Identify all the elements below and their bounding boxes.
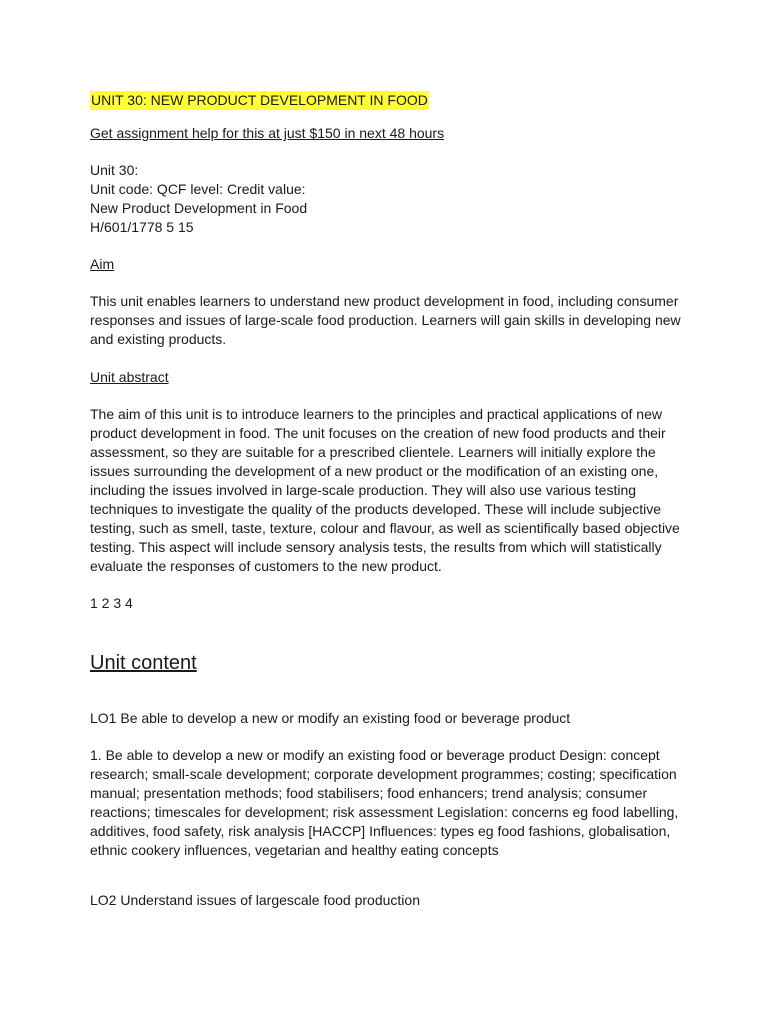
lo1-paragraph: 1. Be able to develop a new or modify an existing food or beverage product Design: concept research; small-scale development; corporate development programmes; costing; specification manual; presentation methods; food stabilisers; food enhancers; trend analysis; consumer reactions; timescales for development; risk assessment Legislation: concerns eg food labelling, additives, food safety, risk analysis [HACCP] Influences: types eg food fashions, globalisation, ethnic cookery influences, vegetarian and healthy eating concepts	[90, 747, 679, 858]
unit-code-values: H/601/1778 5 15	[90, 219, 194, 235]
assignment-help-link[interactable]: Get assignment help for this at just $150 in next 48 hours	[90, 125, 445, 141]
aim-heading: Aim	[90, 256, 115, 272]
document-title: UNIT 30: NEW PRODUCT DEVELOPMENT IN FOOD	[91, 92, 428, 108]
aim-paragraph: This unit enables learners to understand new product development in food, including consumer responses and issues of large-scale food production. Learners will gain skills in developing new and existing products.	[90, 293, 681, 347]
lo2-heading: LO2 Understand issues of largescale food production	[90, 892, 420, 908]
page-numbers: 1 2 3 4	[90, 595, 133, 611]
unit-info	[90, 161, 690, 237]
unit-number: Unit 30:	[90, 162, 139, 178]
abstract-heading: Unit abstract	[90, 369, 169, 385]
unit-name: New Product Development in Food	[90, 200, 308, 216]
lo1-heading: LO1 Be able to develop a new or modify an existing food or beverage product	[90, 710, 571, 726]
unit-content-heading: Unit content	[90, 652, 197, 674]
unit-code-labels: Unit code: QCF level: Credit value:	[90, 181, 306, 197]
abstract-paragraph: The aim of this unit is to introduce learners to the principles and practical applications of new product development in food. The unit focuses on the creation of new food products and their assessment, so they are suitable for a prescribed clientele. Learners will initially explore the issues surrounding the development of a new product or the modification of an existing one, including the issues involved in large-scale production. They will also use various testing techniques to investigate the quality of the products developed. These will include subjective testing, such as smell, taste, texture, colour and flavour, as well as scientifically based objective testing. This aspect will include sensory analysis tests, the results from which will statistically evaluate the responses of customers to the new product.	[90, 406, 680, 574]
